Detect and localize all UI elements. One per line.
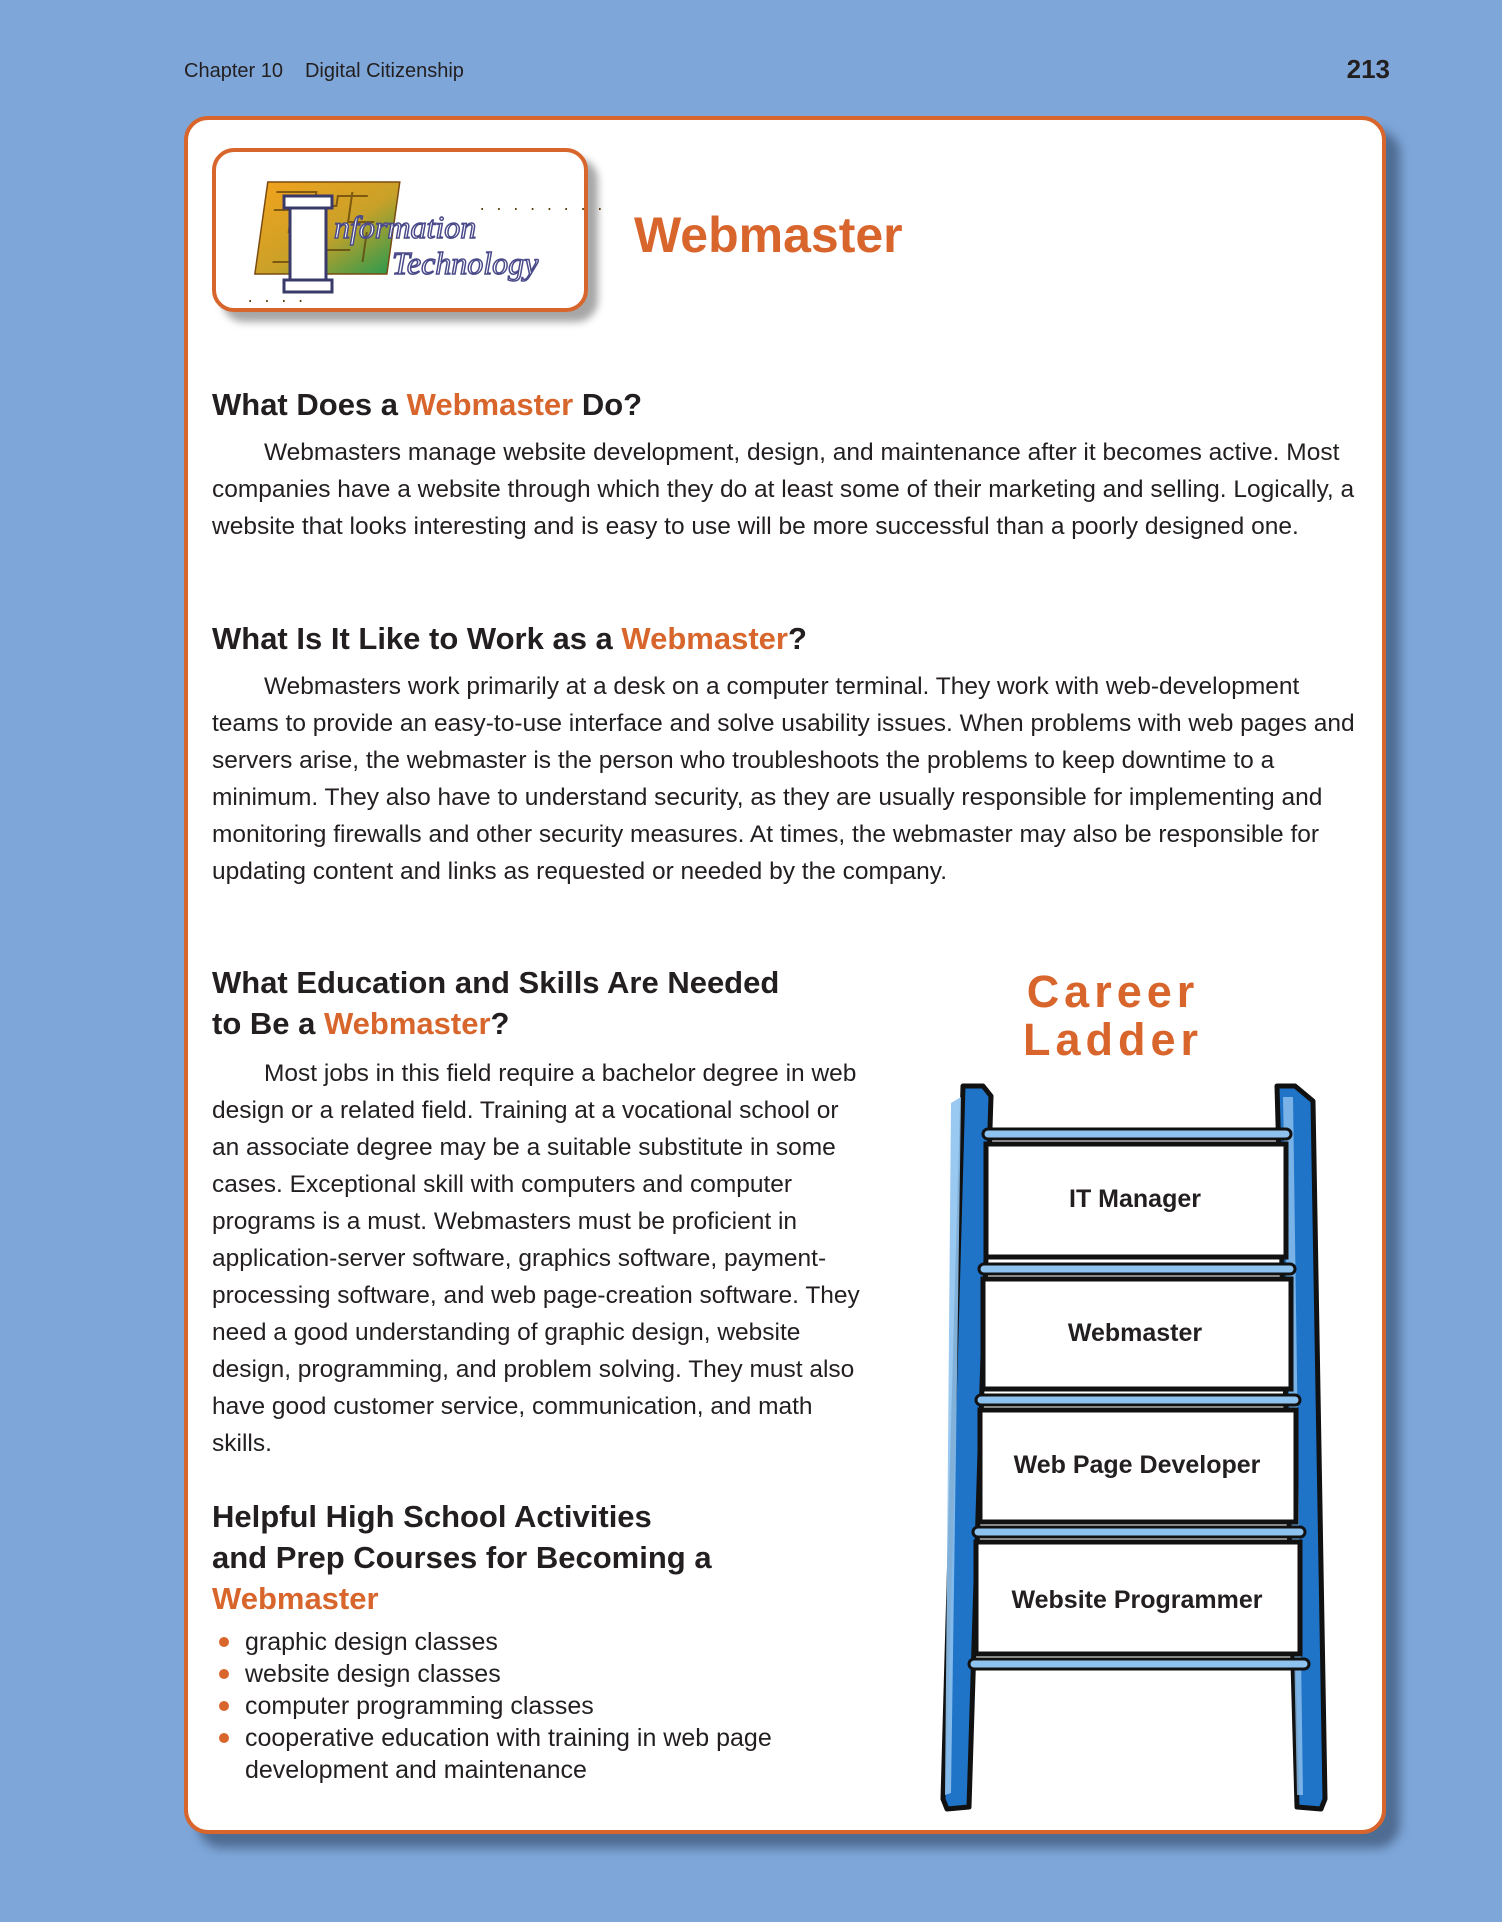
circuit-board-icon	[216, 152, 605, 308]
list-item: computer programming classes	[216, 1690, 856, 1722]
heading-text: What Is It Like to Work as a	[212, 621, 622, 656]
section-body-what-does: Webmasters manage website development, design, and maintenance after it becomes active. Most companies have a website through which they do at least some of their marketing and selling. Logically, a website that looks interesting and is easy to use will be more successful than a poorly designed one.	[212, 439, 1355, 540]
logo-word-technology: Technology	[392, 245, 539, 281]
page-title: Webmaster	[634, 207, 903, 263]
ladder-title-line: Career	[1026, 966, 1200, 1017]
heading-text: What Does a	[212, 387, 407, 422]
running-head	[184, 60, 464, 83]
chapter-number: Chapter 10	[184, 60, 283, 82]
heading-text: Do?	[573, 387, 643, 422]
heading-highlight: Webmaster	[621, 621, 788, 656]
heading-highlight: Webmaster	[212, 1581, 379, 1616]
heading-text: and Prep Courses for Becoming a	[212, 1540, 712, 1575]
rung-label-web-page-developer: Web Page Developer	[1013, 1451, 1261, 1479]
list-item: graphic design classes	[216, 1626, 856, 1658]
section-heading-what-does	[212, 384, 642, 425]
career-ladder-title	[1023, 968, 1203, 1064]
section-body-education: Most jobs in this field require a bachelor degree in web design or a related field. Training at a vocational school or an associate degree may be a suitable substitute in some cases. Exceptional skill with computers and computer programs is a must. Webmasters must be proficient in application-server software, graphics software, payment-processing software, and web page-creation software. They need a good understanding of graphic design, website design, programming, and problem solving. They must also have good customer service, communication, and math skills.	[212, 1060, 860, 1457]
rung-label-it-manager: IT Manager	[1069, 1185, 1201, 1213]
rung-label-webmaster: Webmaster	[1067, 1319, 1203, 1347]
ladder-title-line: Ladder	[1023, 1014, 1204, 1065]
section-body-work-like: Webmasters work primarily at a desk on a computer terminal. They work with web-development teams to provide an easy-to-use interface and solve usability issues. When problems with web pages and servers arise, the webmaster is the person who troubleshoots the problems to keep downtime to a minimum. They also have to understand security, as they are usually responsible for implementing and monitoring firewalls and other security measures. At times, the webmaster may also be responsible for updating content and links as requested or needed by the company.	[212, 673, 1355, 885]
svg-text:. . . . . . . .: . . . . . . . .	[478, 199, 605, 215]
heading-text: What Education and Skills Are Needed	[212, 965, 780, 1000]
list-item: website design classes	[216, 1658, 856, 1690]
chapter-title: Digital Citizenship	[304, 60, 464, 82]
svg-text:. . . .: . . . .	[246, 291, 305, 307]
section-heading-work-like	[212, 618, 807, 659]
career-ladder	[943, 1083, 1363, 1828]
heading-highlight: Webmaster	[323, 1006, 491, 1041]
section-heading-education	[212, 962, 779, 1044]
heading-highlight: Webmaster	[406, 387, 574, 422]
heading-text: to Be a	[212, 1006, 324, 1041]
logo-word-information: nformation	[334, 209, 477, 245]
heading-text: ?	[490, 1006, 510, 1041]
activities-list	[216, 1626, 856, 1786]
rung-label-website-programmer: Website Programmer	[1011, 1586, 1263, 1614]
page-number: 213	[1346, 54, 1390, 84]
information-technology-logo	[212, 148, 605, 312]
section-heading-activities	[212, 1496, 712, 1619]
feature-card	[184, 116, 1386, 1834]
list-item: cooperative education with training in web page development and maintenance	[216, 1722, 856, 1786]
heading-text: ?	[787, 621, 807, 656]
heading-text: Helpful High School Activities	[212, 1499, 652, 1534]
